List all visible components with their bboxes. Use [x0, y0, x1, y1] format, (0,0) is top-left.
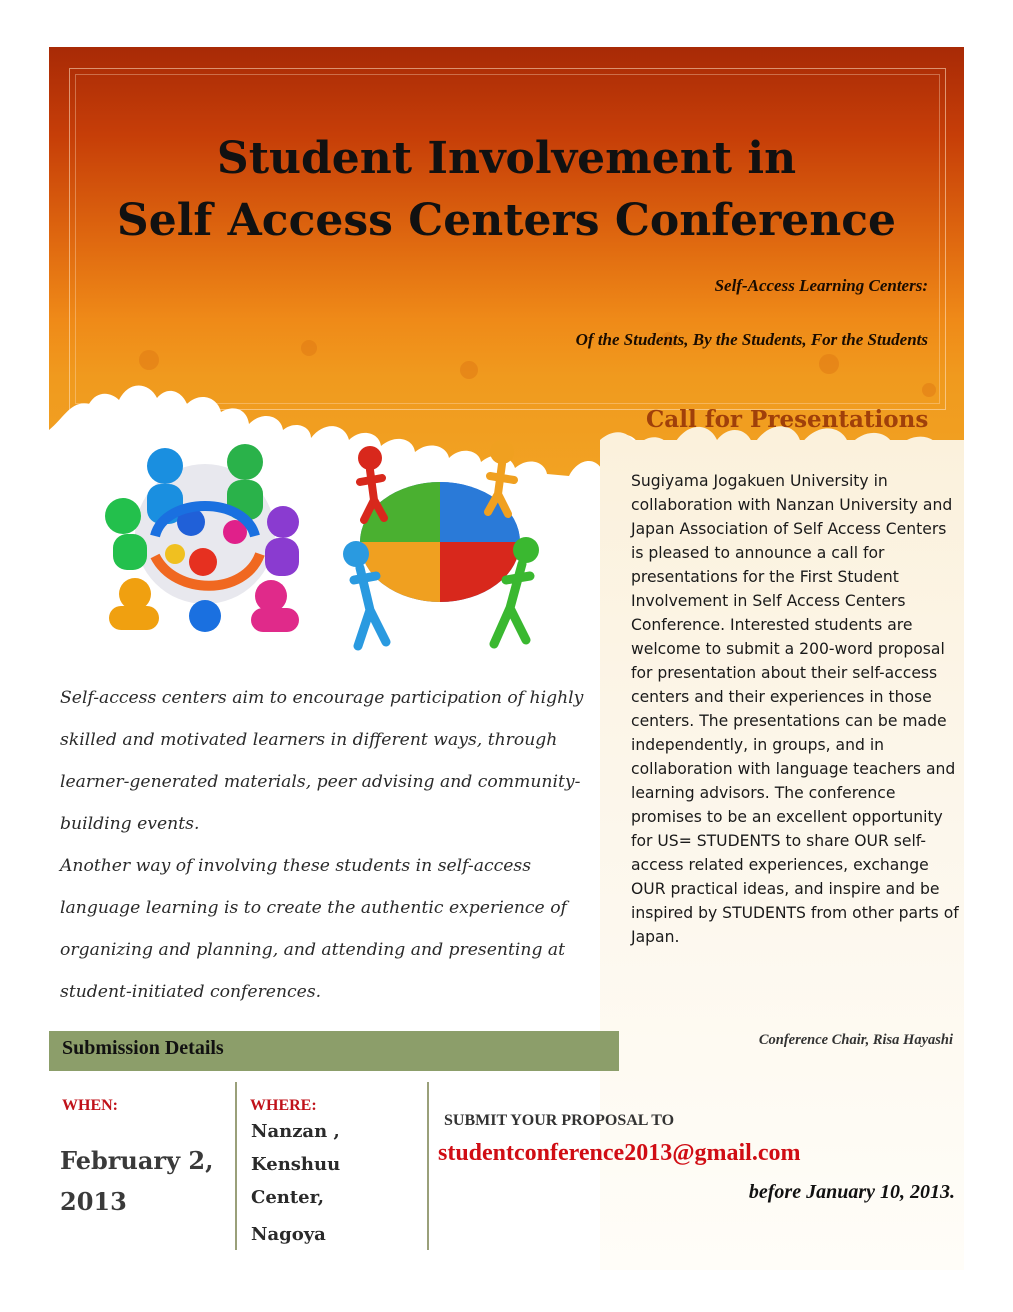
when-date-line-1: February 2,	[60, 1146, 214, 1175]
intro-paragraph-2: Another way of involving these students in self-access language learning is to create the authentic experience of organizing and planning, and attending and presenting at student-initiated conferences.	[60, 856, 567, 1002]
submit-proposal-label: SUBMIT YOUR PROPOSAL TO	[444, 1112, 675, 1129]
intro-text	[60, 677, 600, 1013]
submission-deadline: before January 10, 2013.	[748, 1181, 955, 1203]
when-date-line-2: 2013	[60, 1187, 127, 1216]
where-line-2: Kenshuu	[251, 1154, 341, 1175]
submission-details-bar	[49, 1031, 619, 1071]
where-line-3: Center,	[251, 1187, 325, 1208]
divider-line	[427, 1082, 429, 1250]
where-label: WHERE:	[250, 1097, 317, 1114]
submission-email-link[interactable]: studentconference2013@gmail.com	[438, 1140, 801, 1166]
subtitle-line-1: Self-Access Learning Centers:	[714, 276, 928, 295]
people-circle-image	[95, 426, 315, 641]
divider-line	[235, 1082, 237, 1250]
where-line-4: Nagoya	[251, 1224, 326, 1245]
submission-details-heading: Submission Details	[62, 1037, 224, 1059]
title-line-1: Student Involvement in	[216, 133, 797, 184]
call-for-presentations-body: Sugiyama Jogakuen University in collaboration with Nanzan University and Japan Association of Self Access Centers is pleased to announce a call for presentations for the First Student Involvement in Self Access Centers Conference. Interested students are welcome to submit a 200-word proposal for presentation about their self-access centers and their experiences in those centers. The presentations can be made independently, in groups, and in collaboration with language teachers and learning advisors. The conference promises to be an excellent opportunity for US= STUDENTS to share OUR self-access related experiences, exchange OUR practical ideas, and inspire and be inspired by STUDENTS from other parts of Japan.	[631, 472, 959, 946]
puzzle-figures-image	[330, 430, 550, 655]
conference-chair: Conference Chair, Risa Hayashi	[758, 1032, 953, 1048]
subtitle-line-2: Of the Students, By the Students, For the Students	[575, 330, 928, 349]
where-location	[251, 1121, 411, 1257]
when-label: WHEN:	[62, 1097, 118, 1114]
when-date	[60, 1140, 230, 1222]
page-title	[49, 128, 964, 252]
where-line-1: Nanzan ,	[251, 1121, 340, 1142]
title-line-2: Self Access Centers Conference	[116, 195, 897, 246]
intro-paragraph-1: Self-access centers aim to encourage participation of highly skilled and motivated learners in different ways, through learner-generated materials, peer advising and community-building events.	[60, 688, 584, 834]
call-for-presentations-heading: Call for Presentations	[646, 406, 929, 433]
